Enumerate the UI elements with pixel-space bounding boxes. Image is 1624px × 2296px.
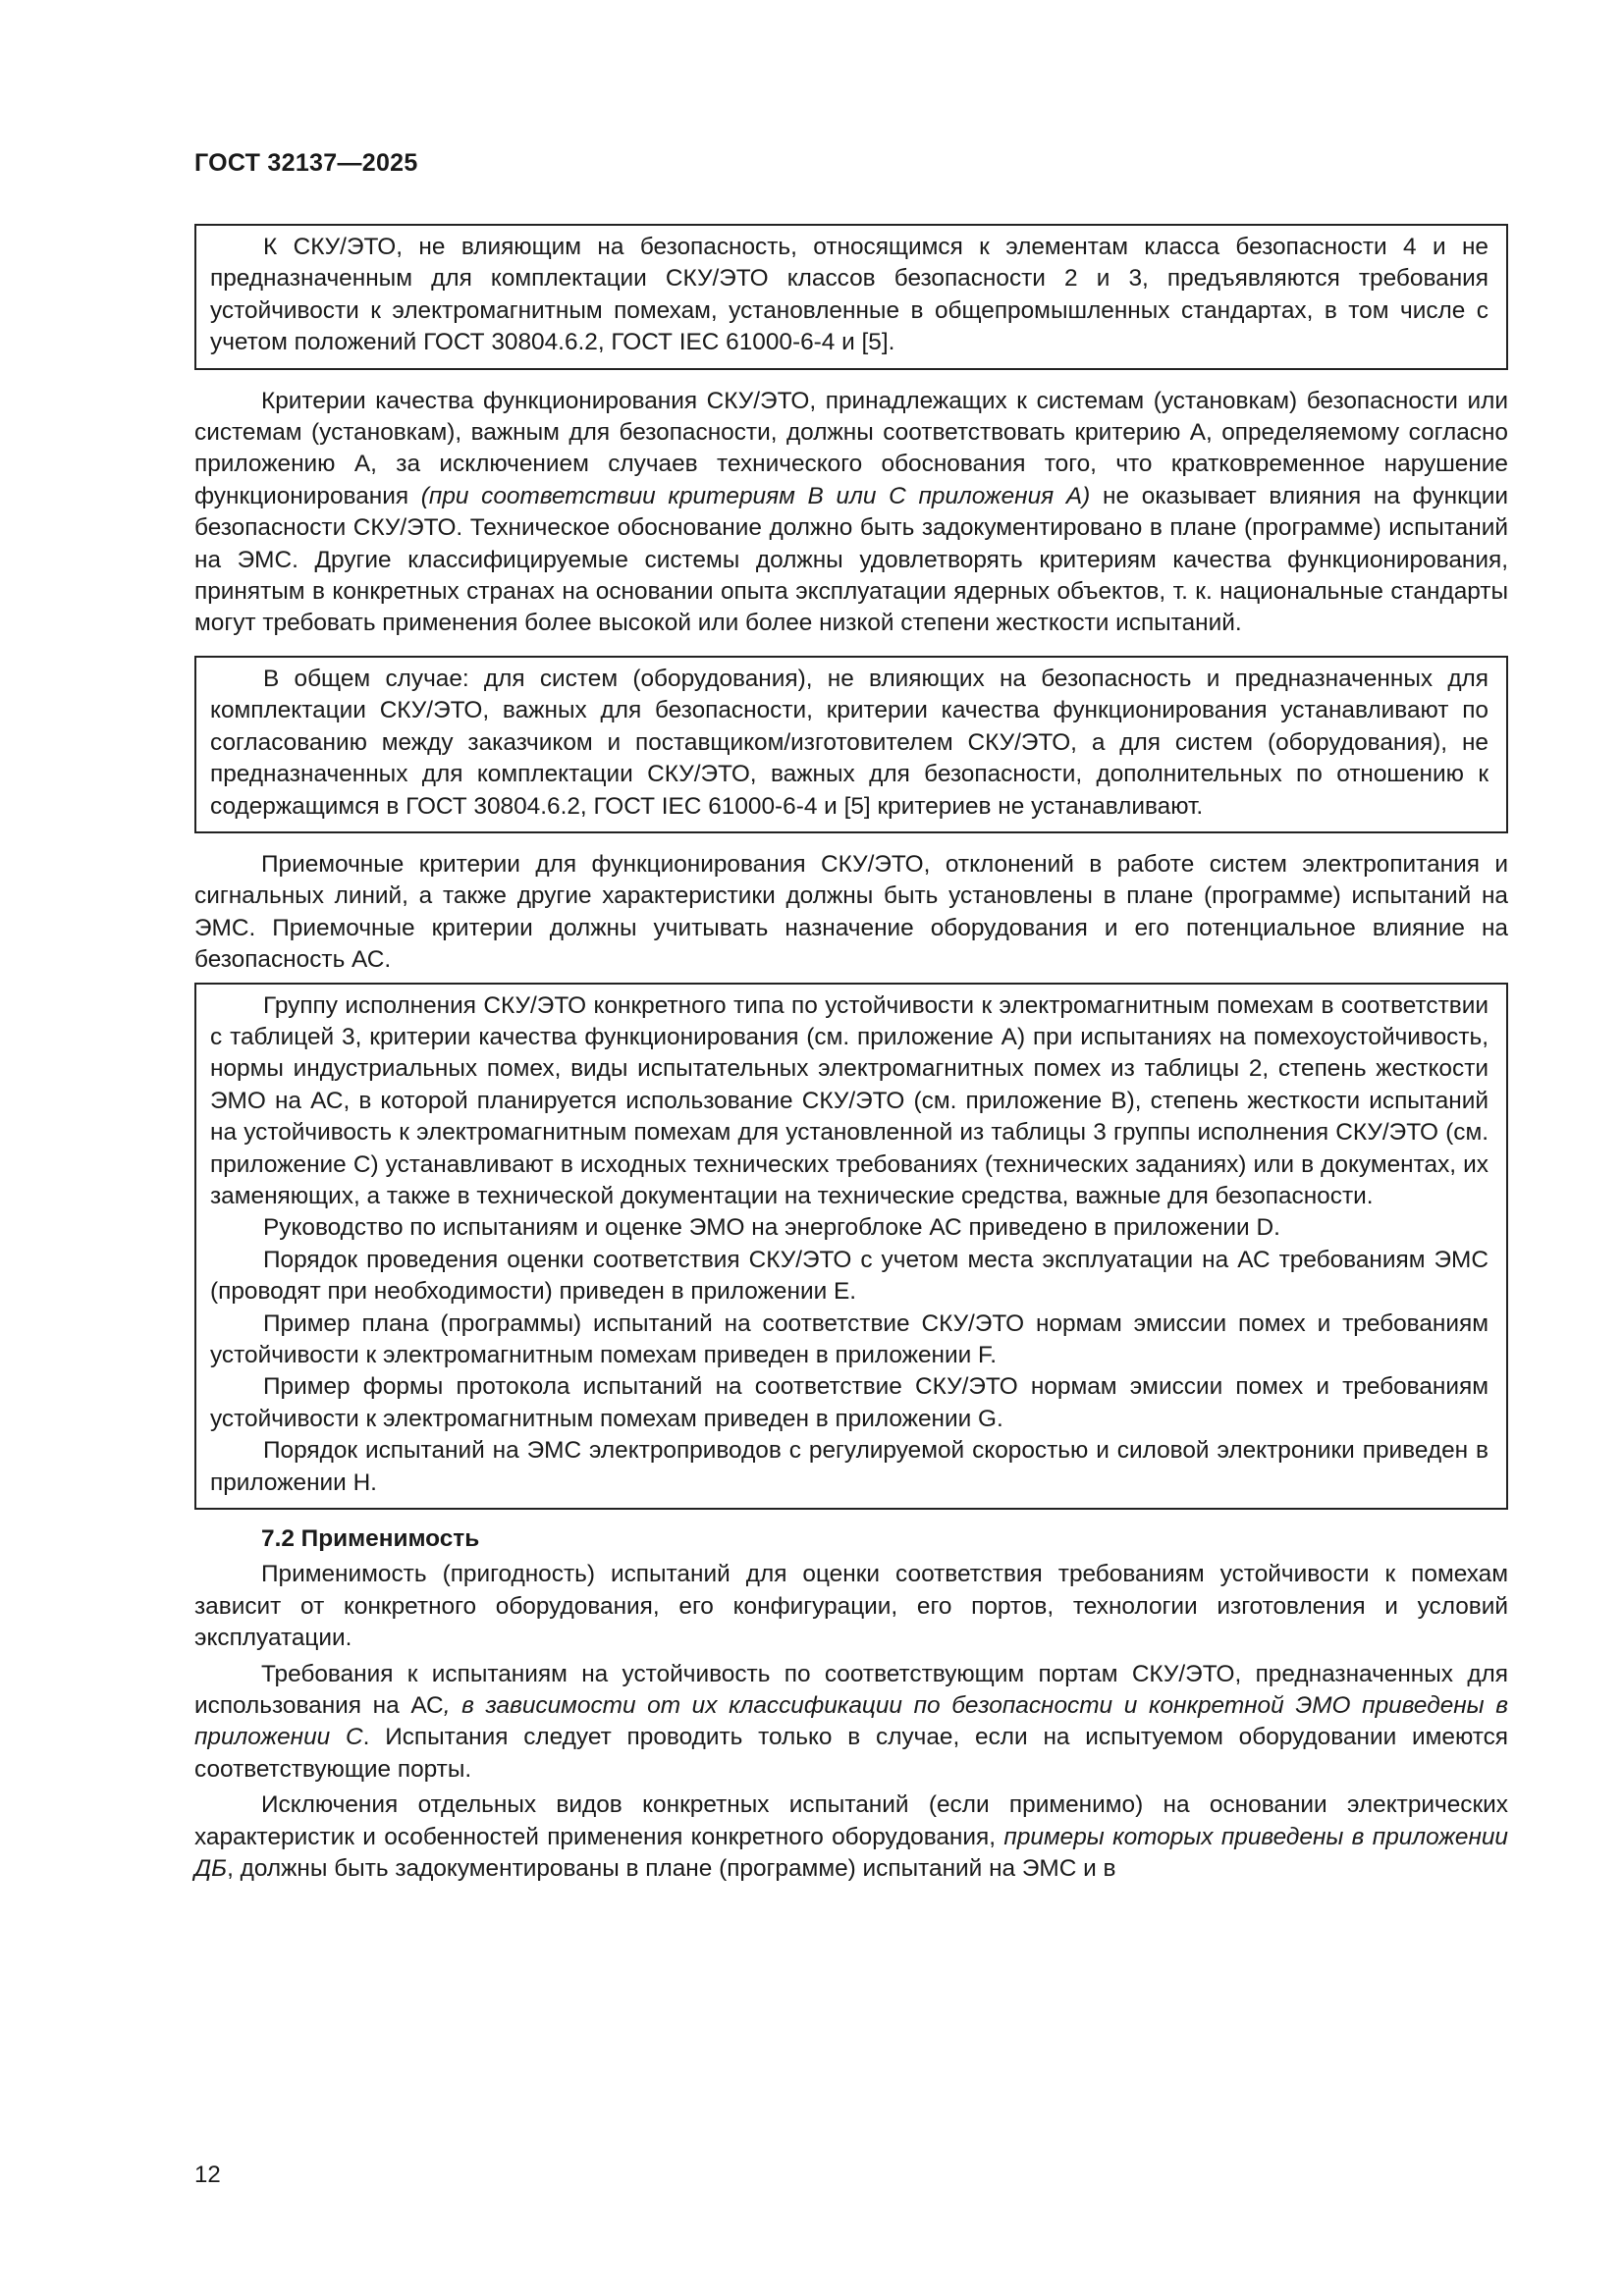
framed-note-2-text: В общем случае: для систем (оборудования), не влияющих на безопасность и предназначенных для комплектации СКУ/ЭТО, важных для безопасности, критерии качества функционирования устанавливают по согласованию между заказчиком и поставщиком/изготовителем СКУ/ЭТО, а для систем (оборудования), не предназначенных для комплектации СКУ/ЭТО, важных для безопасности, дополнительных по отношению к содержащимся в ГОСТ 30804.6.2, ГОСТ IEC 61000-6-4 и [5] критериев не устанавливают. <box>210 665 1489 820</box>
framed-note-3-paragraph: Группу исполнения СКУ/ЭТО конкретного типа по устойчивости к электромагнитным помехам в соответствии с таблицей 3, критерии качества функционирования (см. приложение А) при испытаниях на помехоустойчивость, нормы индустриальных помех, виды испытательных электромагнитных помех из таблицы 2, степень жесткости ЭМО на АС, в которой планируется использование СКУ/ЭТО (см. приложение В), степень жесткости испытаний на устойчивость к электромагнитным помехам для установленной из таблицы 3 группы исполнения СКУ/ЭТО (см. приложение С) устанавливают в исходных технических требованиях (технических заданиях) или в документах, их заменяющих, а также в технической документации на технические средства, важные для безопасности. <box>210 991 1489 1209</box>
framed-note-3-paragraph: Порядок проведения оценки соответствия СКУ/ЭТО с учетом места эксплуатации на АС требованиям ЭМС (проводят при необходимости) приведен в приложении Е. <box>210 1246 1489 1306</box>
text-run: Критерии качества функционирования СКУ/ЭТО, принадлежащих к системам (установкам) безопасности или системам (установкам), важным для безопасности, должны соответствовать критерию А, определяемому согласно приложению А, за исключением случаев технического обоснования того, что кратковременное нарушение функционирования <box>194 387 1508 509</box>
section-7-2 <box>194 1523 1508 1885</box>
text-run: . Испытания следует проводить только в случае, если на испытуемом оборудовании имеются соответствующие порты. <box>194 1724 1509 1783</box>
framed-note-2 <box>194 656 1508 833</box>
italic-run: , в зависимости от их классификации по безопасности и конкретной ЭМО приведены в приложении С <box>194 1692 1508 1751</box>
document-header: ГОСТ 32137—2025 <box>194 149 418 177</box>
framed-note-1-text: К СКУ/ЭТО, не влияющим на безопасность, относящимся к элементам класса безопасности 4 и не предназначенным для комплектации СКУ/ЭТО классов безопасности 2 и 3, предъявляются требования устойчивости к электромагнитным помехам, установленные в общепромышленных стандартах, в том числе с учетом положений ГОСТ 30804.6.2, ГОСТ IEC 61000-6-4 и [5]. <box>210 234 1489 356</box>
paragraph-quality-criteria <box>194 386 1508 640</box>
page-content <box>194 224 1508 1890</box>
italic-run: примеры которых приведены в приложении ДБ <box>194 1823 1509 1883</box>
framed-note-3-paragraph: Пример плана (программы) испытаний на соответствие СКУ/ЭТО нормам эмиссии помех и требованиям устойчивости к электромагнитным помехам приведен в приложении F. <box>210 1309 1489 1368</box>
text-run: Исключения отдельных видов конкретных испытаний (если применимо) на основании электрических характеристик и особенностей применения конкретного оборудования, <box>194 1791 1508 1850</box>
section-heading: 7.2 Применимость <box>261 1525 480 1553</box>
framed-note-3-paragraph: Руководство по испытаниям и оценке ЭМО на энергоблоке АС приведено в приложении D. <box>263 1214 1280 1242</box>
section-paragraph <box>194 1659 1508 1787</box>
paragraph-acceptance-criteria: Приемочные критерии для функционирования СКУ/ЭТО, отклонений в работе систем электропитания и сигнальных линий, а также другие характеристики должны быть установлены в плане (программе) испытаний на ЭМС. Приемочные критерии должны учитывать назначение оборудования и его потенциальное влияние на безопасность АС. <box>194 850 1508 974</box>
section-paragraph <box>194 1789 1508 1885</box>
framed-note-3-paragraph: Пример формы протокола испытаний на соответствие СКУ/ЭТО нормам эмиссии помех и требованиям устойчивости к электромагнитным помехам приведен в приложении G. <box>210 1373 1489 1432</box>
page-number: 12 <box>194 2162 221 2188</box>
framed-note-1 <box>194 224 1508 370</box>
text-run: не оказывает влияния на функции безопасности СКУ/ЭТО. Техническое обоснование должно быть задокументировано в плане (программе) испытаний на ЭМС. Другие классифицируемые системы должны удовлетворять критериям качества функционирования, принятым в конкретных странах на основании опыта эксплуатации ядерных объектов, т. к. национальные стандарты могут требовать применения более высокой или более низкой степени жесткости испытаний. <box>194 482 1508 637</box>
text-run: Требования к испытаниям на устойчивость по соответствующим портам СКУ/ЭТО, предназначенных для использования на АС <box>194 1660 1508 1720</box>
italic-run: (при соответствии критериям В или С приложения А) <box>420 482 1091 509</box>
framed-note-3 <box>194 983 1508 1511</box>
framed-note-3-paragraph: Порядок испытаний на ЭМС электроприводов с регулируемой скоростью и силовой электроники приведен в приложении Н. <box>210 1437 1489 1496</box>
text-run: , должны быть задокументированы в плане (программе) испытаний на ЭМС и в <box>227 1855 1116 1883</box>
section-paragraph: Применимость (пригодность) испытаний для оценки соответствия требованиям устойчивости к помехам зависит от конкретного оборудования, его конфигурации, его портов, технологии изготовления и условий эксплуатации. <box>194 1561 1508 1652</box>
